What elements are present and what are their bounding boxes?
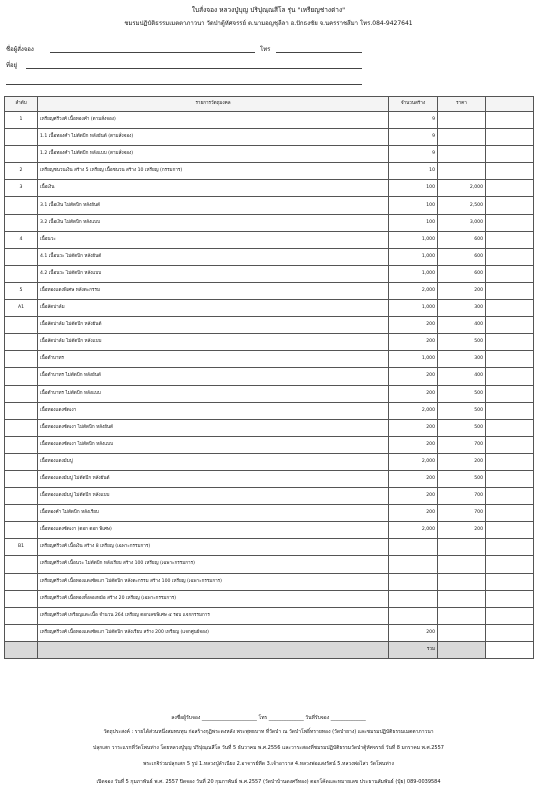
row-price: 600 xyxy=(438,265,486,282)
row-price xyxy=(438,112,486,129)
row-qty: 200 xyxy=(389,385,438,402)
row-qty: 200 xyxy=(389,436,438,453)
row-no: 4 xyxy=(5,231,38,248)
row-price xyxy=(438,129,486,146)
row-order-field[interactable] xyxy=(486,282,534,299)
row-no xyxy=(5,573,38,590)
row-order-field[interactable] xyxy=(486,317,534,334)
row-price: 600 xyxy=(438,248,486,265)
row-item: 1.1 เนื้อทองคำ ไม่ตัดปีก หลังยันต์ (ตามสั่งจอง) xyxy=(38,129,389,146)
table-row xyxy=(5,385,534,402)
row-price: 600 xyxy=(438,231,486,248)
row-qty: 200 xyxy=(389,334,438,351)
row-qty: 1,000 xyxy=(389,231,438,248)
row-price xyxy=(438,146,486,163)
table-row xyxy=(5,402,534,419)
row-qty xyxy=(389,573,438,590)
row-item: เนื้อทองแดงมัมปู ไม่ตัดปีก หลังแบบ xyxy=(38,488,389,505)
row-price: 200 xyxy=(438,453,486,470)
row-qty: 200 xyxy=(389,419,438,436)
address-label: ที่อยู่ xyxy=(6,62,18,69)
table-row xyxy=(5,590,534,607)
row-item: เนื้อทองแดงมัมปู ไม่ตัดปีก หลังยันต์ xyxy=(38,470,389,487)
row-qty: 2,000 xyxy=(389,453,438,470)
row-item: เหรียญศรีวงศ์ เนื้อทองแดงซัดเงา ไม่ตัดปีก หลังตะกรรม สร้าง 100 เหรียญ (เฉพาะกรรมการ) xyxy=(38,573,389,590)
table-row xyxy=(5,453,534,470)
header-qty: จำนวนสร้าง xyxy=(389,97,438,112)
row-order-field[interactable] xyxy=(486,419,534,436)
row-no: B1 xyxy=(5,539,38,556)
row-order-field[interactable] xyxy=(486,539,534,556)
row-order-field[interactable] xyxy=(486,402,534,419)
row-item: เหรียญศรีวงศ์ เนื้อนวะ ไม่ตัดปีก หลังเรียบ สร้าง 100 เหรียญ (เฉพาะกรรมการ) xyxy=(38,556,389,573)
row-item: เนื้อทองแดงมัมปู xyxy=(38,453,389,470)
row-qty: 1,000 xyxy=(389,351,438,368)
row-price: 2,000 xyxy=(438,180,486,197)
row-no xyxy=(5,624,38,641)
row-price: 3,000 xyxy=(438,214,486,231)
total-row xyxy=(5,641,534,658)
table-row xyxy=(5,129,534,146)
table-row xyxy=(5,231,534,248)
header-item: รายการวัตถุมงคล xyxy=(38,97,389,112)
header-no: ลำดับ xyxy=(5,97,38,112)
table-row xyxy=(5,265,534,282)
row-price: 400 xyxy=(438,368,486,385)
row-price xyxy=(438,163,486,180)
row-item: เนื้อลัดปาล์ม ไม่ตัดปีก หลังยันต์ xyxy=(38,317,389,334)
row-no: 3 xyxy=(5,180,38,197)
row-qty: 9 xyxy=(389,146,438,163)
row-qty: 10 xyxy=(389,163,438,180)
row-order-field[interactable] xyxy=(486,505,534,522)
form-title: ใบสั่งจอง หลวงปู่บุญ ปริปุณฺณสีโล รุ่น "เหรียญช่างต่าง" xyxy=(191,6,346,14)
footer-phone-label: โทร xyxy=(258,715,268,721)
row-item: 1.2 เนื้อทองคำ ไม่ตัดปีก หลังแบบ (ตามสั่งจอง) xyxy=(38,146,389,163)
table-row xyxy=(5,317,534,334)
table-row xyxy=(5,163,534,180)
row-no xyxy=(5,214,38,231)
row-price xyxy=(438,556,486,573)
row-item: เหรียญศรีวงศ์ เนื้อทองทั้งลองหม้อ สร้าง 20 เหรียญ (เฉพาะกรรมการ) xyxy=(38,590,389,607)
row-price xyxy=(438,573,486,590)
row-no xyxy=(5,385,38,402)
row-no xyxy=(5,436,38,453)
table-row xyxy=(5,522,534,539)
row-no xyxy=(5,470,38,487)
name-label: ชื่อผู้สั่งจอง xyxy=(6,46,34,53)
table-row xyxy=(5,112,534,129)
row-item: 3.2 เนื้อเงิน ไม่ตัดปีก หลังแบบ xyxy=(38,214,389,231)
table-row xyxy=(5,505,534,522)
row-no xyxy=(5,248,38,265)
row-qty xyxy=(389,607,438,624)
row-no xyxy=(5,419,38,436)
row-order-field[interactable] xyxy=(486,180,534,197)
row-no: 1 xyxy=(5,112,38,129)
row-price: 500 xyxy=(438,385,486,402)
row-price: 300 xyxy=(438,300,486,317)
row-item: เนื้อทองแดงพิเศษ หลังตะกรรม xyxy=(38,282,389,299)
row-qty xyxy=(389,556,438,573)
table-row xyxy=(5,197,534,214)
row-item: เนื้อตำบาทร xyxy=(38,351,389,368)
row-price: 200 xyxy=(438,522,486,539)
table-row xyxy=(5,624,534,641)
row-order-field[interactable] xyxy=(486,351,534,368)
row-no xyxy=(5,317,38,334)
row-qty: 200 xyxy=(389,317,438,334)
table-row xyxy=(5,539,534,556)
row-qty: 200 xyxy=(389,505,438,522)
row-no xyxy=(5,265,38,282)
row-order-field[interactable] xyxy=(486,248,534,265)
table-row xyxy=(5,282,534,299)
row-qty: 200 xyxy=(389,368,438,385)
table-row xyxy=(5,180,534,197)
organizer-line: ชมรมปฏิบัติธรรมเมตตาภาวนา วัดป่าตู้หัศจรรย์ ต.นามอญชุลีลา อ.ปักธงชัย จ.นครราชสีมา โทร.084-9427641 xyxy=(124,20,413,27)
row-qty: 1,000 xyxy=(389,265,438,282)
row-qty xyxy=(389,539,438,556)
row-price: 500 xyxy=(438,334,486,351)
signature-line: ลงชื่อผู้รับจอง ______________________ โทร ______________ วันที่รับจอง ______________ xyxy=(171,715,366,721)
row-item: เหรียญศรีวงศ์ เนื้อทองแดงซัดเงา ไม่ตัดปีก หลังเรียบ สร้าง 200 เหรียญ (แจกศูนย์จอง) xyxy=(38,624,389,641)
table-row xyxy=(5,146,534,163)
row-order-field[interactable] xyxy=(486,334,534,351)
row-price: 500 xyxy=(438,419,486,436)
table-row xyxy=(5,436,534,453)
row-qty: 200 xyxy=(389,488,438,505)
row-order-field[interactable] xyxy=(486,436,534,453)
row-price: 700 xyxy=(438,505,486,522)
row-order-field[interactable] xyxy=(486,368,534,385)
row-item: เหรียญศรีวงศ์ เหรียญแตะเนื้อ จำนวน 264 เหรียญ ตอกเลขพิเศษ ๕ รอบ แจกกรรมการ xyxy=(38,607,389,624)
row-item: เนื้อทองแดงซัดเงา (ตอก ตอก พิเศษ) xyxy=(38,522,389,539)
row-qty: 9 xyxy=(389,112,438,129)
phone-label: โทร xyxy=(260,46,271,53)
row-no xyxy=(5,402,38,419)
row-order-field[interactable] xyxy=(486,214,534,231)
phone-field[interactable] xyxy=(276,52,362,53)
row-no xyxy=(5,334,38,351)
row-qty: 100 xyxy=(389,197,438,214)
row-price: 700 xyxy=(438,488,486,505)
row-order-field[interactable] xyxy=(486,470,534,487)
row-qty: 9 xyxy=(389,129,438,146)
row-price xyxy=(438,624,486,641)
row-no xyxy=(5,607,38,624)
table-row xyxy=(5,488,534,505)
table-row xyxy=(5,300,534,317)
row-order-field[interactable] xyxy=(486,573,534,590)
row-item: เนื้อลัดปาล์ม ไม่ตัดปีก หลังแบบ xyxy=(38,334,389,351)
row-no xyxy=(5,146,38,163)
row-qty xyxy=(389,590,438,607)
row-item: 4.1 เนื้อนวะ ไม่ตัดปีก หลังยันต์ xyxy=(38,248,389,265)
row-order-field[interactable] xyxy=(486,129,534,146)
row-item: เหรียญศรีวงศ์ เนื้อเงิน สร้าง 8 เหรียญ (เฉพาะกรรมการ) xyxy=(38,539,389,556)
row-no xyxy=(5,453,38,470)
row-price: 500 xyxy=(438,402,486,419)
row-order-field[interactable] xyxy=(486,453,534,470)
order-table xyxy=(4,96,534,659)
row-item: เนื้อลัดปาล์ม xyxy=(38,300,389,317)
purpose-text: วัตถุประสงค์ : รายได้ส่วนหนึ่งสมทบทุน ก่อสร้างกุฏิพระดงหลัง พระพุทธบาท ที่วัดป่า ณ วัดป่าโพธิ์ทรายทอง (วัดป่ายาง) และชมรมปฏิบัติธรรมเมตตาภาวนา xyxy=(103,729,434,735)
row-price: 300 xyxy=(438,351,486,368)
dates-text: เปิดจอง วันที่ 5 กุมภาพันธ์ พ.ศ. 2557 ปิดจอง วันที่ 20 กุมภาพันธ์ พ.ศ.2557 (วัดป่าบ้านดงศรีทอง) ตอกโค้ดและหมายเลข ประธานสัมพันธ์ (ปุ๋ย) 089-0039584 xyxy=(96,779,441,785)
row-order-field[interactable] xyxy=(486,556,534,573)
row-no: 5 xyxy=(5,282,38,299)
row-qty: 100 xyxy=(389,180,438,197)
table-row xyxy=(5,607,534,624)
name-field[interactable] xyxy=(50,52,255,53)
row-order-field[interactable] xyxy=(486,265,534,282)
row-price: 2,500 xyxy=(438,197,486,214)
row-item: เนื้อทองแดงซัดเงา ไม่ตัดปีก หลังแบบ xyxy=(38,436,389,453)
row-item: 3.1 เนื้อเงิน ไม่ตัดปีก หลังยันต์ xyxy=(38,197,389,214)
row-item: เนื้อนวะ xyxy=(38,231,389,248)
table-row xyxy=(5,214,534,231)
table-row xyxy=(5,419,534,436)
row-no xyxy=(5,129,38,146)
row-qty: 1,000 xyxy=(389,300,438,317)
row-qty: 2,000 xyxy=(389,522,438,539)
table-row xyxy=(5,573,534,590)
row-order-field[interactable] xyxy=(486,163,534,180)
row-qty: 2,000 xyxy=(389,282,438,299)
table-row xyxy=(5,368,534,385)
row-order-field[interactable] xyxy=(486,607,534,624)
row-no xyxy=(5,351,38,368)
table-row xyxy=(5,470,534,487)
table-row xyxy=(5,351,534,368)
row-price: 700 xyxy=(438,436,486,453)
row-order-field[interactable] xyxy=(486,590,534,607)
signature-label: ลงชื่อผู้รับจอง xyxy=(171,715,201,721)
row-no: A1 xyxy=(5,300,38,317)
row-price: 400 xyxy=(438,317,486,334)
row-price: 200 xyxy=(438,282,486,299)
row-qty: 200 xyxy=(389,470,438,487)
row-qty: 100 xyxy=(389,214,438,231)
row-item: 4.2 เนื้อนวะ ไม่ตัดปีก หลังแบบ xyxy=(38,265,389,282)
row-item: เนื้อเงิน xyxy=(38,180,389,197)
row-price xyxy=(438,539,486,556)
row-order-field[interactable] xyxy=(486,385,534,402)
order-form-page xyxy=(4,4,533,796)
table-row xyxy=(5,248,534,265)
row-order-field[interactable] xyxy=(486,522,534,539)
row-item: เหรียญชนวนเงิน สร้าง 5 เหรียญ เนื้อชนวน สร้าง 10 เหรียญ (กรรมการ) xyxy=(38,163,389,180)
row-item: เนื้อตำบาทร ไม่ตัดปีก หลังแบบ xyxy=(38,385,389,402)
row-qty: 200 xyxy=(389,624,438,641)
row-item: เนื้อทองแดงซัดเงา ไม่ตัดปีก หลังยันต์ xyxy=(38,419,389,436)
ceremony-text: ปลุกเสก วาระแรกที่วัดโพนท่าง โดยหลวงปู่บุญ ปริปุณฺณสีโล วันที่ 5 ธันวาคม พ.ศ.2556 และวาระสองที่ชมรมปฏิบัติธรรมวัดป่าตู้หัศจรรย์ วันที่ 8 มกราคม พ.ศ.2557 xyxy=(93,745,444,751)
row-price xyxy=(438,590,486,607)
row-price: 500 xyxy=(438,470,486,487)
row-order-field[interactable] xyxy=(486,488,534,505)
row-qty: 2,000 xyxy=(389,402,438,419)
row-order-field[interactable] xyxy=(486,146,534,163)
row-no xyxy=(5,522,38,539)
row-order-field[interactable] xyxy=(486,197,534,214)
row-no xyxy=(5,556,38,573)
row-no xyxy=(5,505,38,522)
row-order-field[interactable] xyxy=(486,112,534,129)
row-item: เนื้อตำบาทร ไม่ตัดปีก หลังยันต์ xyxy=(38,368,389,385)
header-price: ราคา xyxy=(438,97,486,112)
row-order-field[interactable] xyxy=(486,300,534,317)
footer-date-label: วันที่รับจอง xyxy=(305,715,330,721)
row-no xyxy=(5,368,38,385)
table-row xyxy=(5,334,534,351)
row-no xyxy=(5,488,38,505)
row-order-field[interactable] xyxy=(486,231,534,248)
row-item: เนื้อทองแดงซัดเงา xyxy=(38,402,389,419)
table-header-row xyxy=(5,97,534,112)
row-qty: 1,000 xyxy=(389,248,438,265)
total-label: รวม xyxy=(389,641,438,658)
row-no xyxy=(5,590,38,607)
row-price xyxy=(438,607,486,624)
row-item: เหรียญศรีวงศ์ เนื้อทองคำ (ตามสั่งจอง) xyxy=(38,112,389,129)
address-field[interactable] xyxy=(26,68,362,69)
row-item: เนื้อทองคำ ไม่ตัดปีก หลังเรียบ xyxy=(38,505,389,522)
table-row xyxy=(5,556,534,573)
row-no xyxy=(5,197,38,214)
monks-text: พระเกจิร่วมปลุกเสก 5 รูป 1.หลวงปู่ลำเนียง 2.อาจารย์ทีด 3.เจ้าอาวาส 4.หลวงพ่อแสงรัตน์ 5.หลวงพ่อไสว วัดโพนท่าง xyxy=(143,761,394,767)
total-field[interactable] xyxy=(486,641,534,658)
row-no: 2 xyxy=(5,163,38,180)
row-order-field[interactable] xyxy=(486,624,534,641)
header-order-blank xyxy=(486,97,534,112)
address-field-line-2[interactable] xyxy=(6,84,362,85)
